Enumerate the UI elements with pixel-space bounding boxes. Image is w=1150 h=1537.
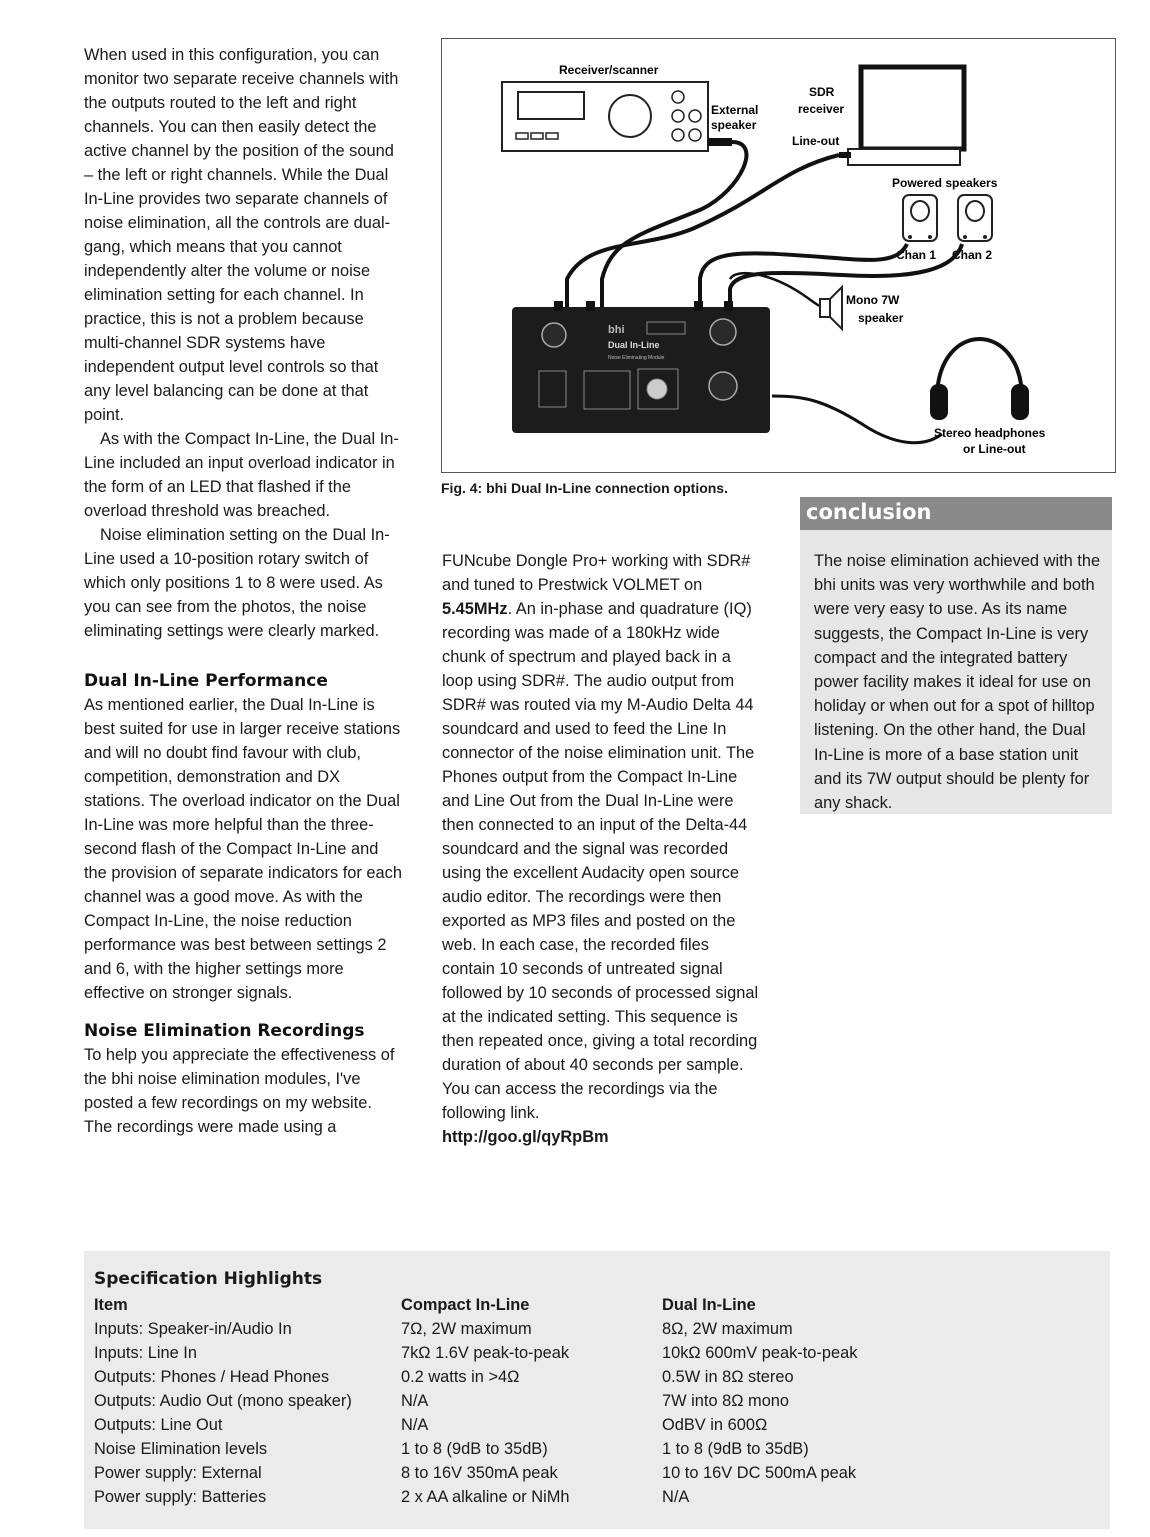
spec-header: Compact In-Line <box>401 1296 530 1314</box>
device-brand: bhi <box>608 324 625 336</box>
spec-header: Dual In-Line <box>662 1296 756 1314</box>
spec-cell: N/A <box>662 1488 690 1506</box>
label-headphones: Stereo headphones <box>934 426 1046 440</box>
connection-diagram <box>442 39 1115 472</box>
middle-column <box>442 549 764 1149</box>
svg-text:receiver: receiver <box>798 102 845 116</box>
section-heading-performance: Dual In-Line Performance <box>84 671 328 691</box>
spec-column-item <box>94 1293 352 1509</box>
conclusion-title: conclusion <box>800 497 1112 530</box>
spec-cell: 2 x AA alkaline or NiMh <box>401 1488 570 1506</box>
dual-inline-device-icon <box>512 301 770 433</box>
spec-cell: Outputs: Phones / Head Phones <box>94 1368 330 1386</box>
spec-title: Specification Highlights <box>94 1269 323 1289</box>
spec-cell: 10 to 16V DC 500mA peak <box>662 1464 857 1482</box>
conclusion-box <box>800 497 1112 814</box>
spec-cell: 1 to 8 (9dB to 35dB) <box>662 1440 809 1458</box>
spec-cell: OdBV in 600Ω <box>662 1416 768 1434</box>
spec-header: Item <box>94 1296 128 1314</box>
device-sub: Noise Eliminating Module <box>608 355 665 361</box>
spec-cell: 8Ω, 2W maximum <box>662 1320 793 1338</box>
spec-column-compact <box>401 1293 570 1509</box>
label-external: External <box>711 103 759 117</box>
paragraph: To help you appreciate the effectiveness of the bhi noise elimination modules, I've posted a few recordings on my website. The recordings were made using a <box>84 1046 395 1136</box>
spec-column-dual <box>662 1293 857 1509</box>
conclusion-text: The noise elimination achieved with the bhi units was very worthwhile and both were very easy to use. As its name suggests, the Compact In-Line is very compact and the integrated battery power facility makes it ideal for use on holiday or when out for a spot of hilltop listening. On the other hand, the Dual In-Line is more of a base station unit and its 7W output should be plenty for any shack. <box>814 552 1101 813</box>
spec-cell: Noise Elimination levels <box>94 1440 268 1458</box>
spec-cell: 7Ω, 2W maximum <box>401 1320 532 1338</box>
specification-box <box>84 1251 1110 1529</box>
svg-text:or Line-out: or Line-out <box>963 442 1026 456</box>
spec-cell: 7W into 8Ω mono <box>662 1392 790 1410</box>
spec-cell: Power supply: Batteries <box>94 1488 267 1506</box>
label-mono: Mono 7W <box>846 293 900 307</box>
headphones-icon <box>930 339 1029 420</box>
spec-cell: Outputs: Audio Out (mono speaker) <box>94 1392 352 1410</box>
spec-cell: Outputs: Line Out <box>94 1416 223 1434</box>
spec-cell: Power supply: External <box>94 1464 262 1482</box>
label-sdr: SDR <box>809 85 835 99</box>
paragraph: FUNcube Dongle Pro+ working with SDR# and tuned to Prestwick VOLMET on 5.45MHz. An in-phase and quadrature (IQ) recording was made of a 180kHz wide chunk of spectrum and played back in a loop using SDR#. The audio output from SDR# was routed via my M-Audio Delta 44 soundcard and used to feed the Line In connector of the noise elimination unit. The Phones output from the Compact In-Line and Line Out from the Dual In-Line were then connected to an input of the Delta-44 soundcard and the signal was recorded using the excellent Audacity open source audio editor. The recordings were then exported as MP3 files and posted on the web. In each case, the recorded files contain 10 seconds of untreated signal followed by 10 seconds of processed signal at the indicated setting. This sequence is then repeated once, giving a total recording duration of about 40 seconds per sample. You can access the recordings via the following link. <box>442 552 759 1122</box>
figure-caption: Fig. 4: bhi Dual In-Line connection options. <box>441 480 728 496</box>
svg-text:speaker: speaker <box>858 311 904 325</box>
label-chan1: Chan 1 <box>896 248 937 262</box>
paragraph: As mentioned earlier, the Dual In-Line is best suited for use in larger receive stations and will no doubt find favour with club, competition, demonstration and DX stations. The overload indicator on the Dual In-Line was more helpful than the three-second flash of the Compact In-Line and the provision of separate indicators for each channel was a good move. As with the Compact In-Line, the noise reduction performance was best between settings 2 and 6, with the higher settings more effective on stronger signals. <box>84 696 402 1002</box>
label-powered: Powered speakers <box>892 176 998 190</box>
spec-cell: 0.5W in 8Ω stereo <box>662 1368 794 1386</box>
section-heading-recordings: Noise Elimination Recordings <box>84 1021 365 1041</box>
powered-speaker-icon <box>958 195 992 241</box>
label-lineout: Line-out <box>792 134 840 148</box>
powered-speaker-icon <box>903 195 937 241</box>
paragraph: Noise elimination setting on the Dual In-Line used a 10-position rotary switch of which only positions 1 to 8 were used. As you can see from the photos, the noise eliminating settings were clearly marked. <box>84 526 390 640</box>
spec-cell: 8 to 16V 350mA peak <box>401 1464 558 1482</box>
paragraph: When used in this configuration, you can monitor two separate receive channels with the outputs routed to the left and right channels. You can then easily detect the active channel by the position of the sound – the left or right channels. While the Dual In-Line provides two separate channels of noise elimination, all the controls are dual-gang, which means that you cannot independently alter the volume or noise elimination setting for each channel. In practice, this is not a problem because multi-channel SDR systems have independent output level controls so that any level balancing can be done at that point. <box>84 46 399 424</box>
label-receiver: Receiver/scanner <box>559 63 659 77</box>
device-name: Dual In-Line <box>608 340 660 350</box>
spec-cell: 1 to 8 (9dB to 35dB) <box>401 1440 548 1458</box>
frequency: 5.45MHz <box>442 600 508 618</box>
label-chan2: Chan 2 <box>952 248 993 262</box>
spec-cell: 0.2 watts in >4Ω <box>401 1368 520 1386</box>
paragraph: As with the Compact In-Line, the Dual In-Line included an input overload indicator in the form of an LED that flashed if the overload threshold was breached. <box>84 430 399 520</box>
spec-cell: N/A <box>401 1416 429 1434</box>
spec-cell: Inputs: Speaker-in/Audio In <box>94 1320 292 1338</box>
left-column <box>84 43 402 1139</box>
svg-text:speaker: speaker <box>711 118 757 132</box>
sdr-monitor-icon <box>861 67 964 149</box>
spec-cell: N/A <box>401 1392 429 1410</box>
figure-connection-diagram <box>441 38 1116 473</box>
recordings-link[interactable]: http://goo.gl/qyRpBm <box>442 1128 609 1146</box>
spec-cell: 7kΩ 1.6V peak-to-peak <box>401 1344 570 1362</box>
spec-cell: Inputs: Line In <box>94 1344 197 1362</box>
spec-cell: 10kΩ 600mV peak-to-peak <box>662 1344 858 1362</box>
mono-speaker-icon <box>820 287 842 329</box>
